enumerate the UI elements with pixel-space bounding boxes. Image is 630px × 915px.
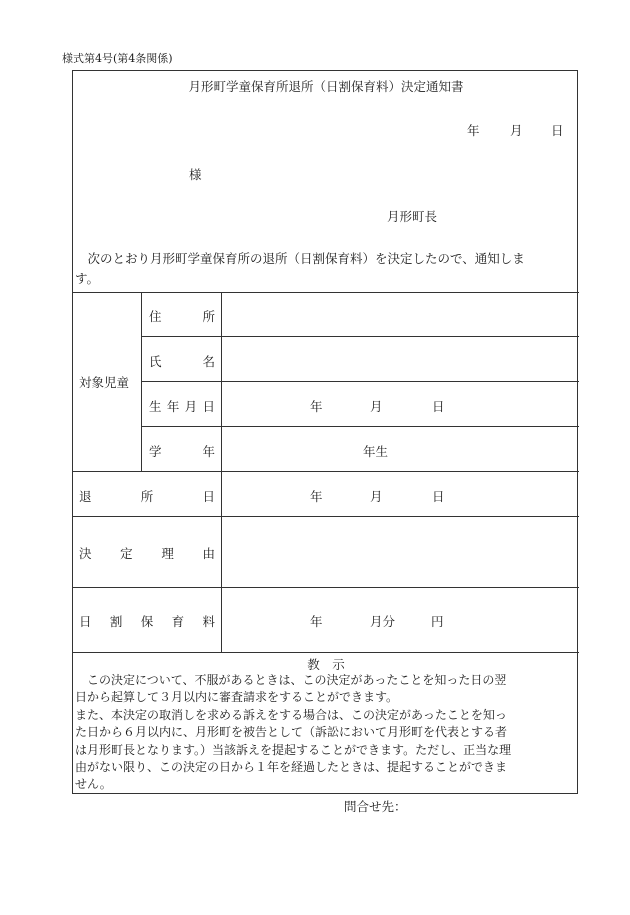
birthdate-year: 年 (310, 399, 323, 414)
address-label: 住 所 (149, 309, 215, 324)
document-title: 月形町学童保育所退所（日割保育料）決定通知書 (188, 79, 464, 94)
row-divider (73, 587, 579, 588)
notice-line: せん。 (75, 777, 112, 791)
withdrawal-month: 月 (370, 489, 383, 504)
table-bottom-border (73, 652, 579, 653)
withdrawal-date-label: 退 所 日 (79, 489, 215, 504)
daily-fee-yen: 円 (431, 614, 444, 629)
birthdate-day: 日 (432, 399, 445, 414)
issue-date-year: 年 (467, 123, 480, 138)
notice-line: た日から６月以内に、月形町を被告として（訴訟において月形町を代表とする者 (75, 725, 508, 739)
grade-value: 年生 (363, 444, 389, 459)
decision-reason-field[interactable] (223, 519, 575, 585)
intro-text-line-2: す。 (75, 271, 100, 286)
table-top-border (73, 292, 579, 293)
form-number-label: 様式第4号(第4条関係) (62, 52, 173, 65)
issue-date-month: 月 (510, 123, 523, 138)
row-divider (141, 381, 579, 382)
row-divider (73, 516, 579, 517)
decision-reason-label: 決 定 理 由 (79, 546, 215, 561)
issue-date-day: 日 (551, 123, 564, 138)
grade-label: 学 年 (149, 444, 215, 459)
notice-heading: 教 示 (307, 657, 345, 672)
intro-text-line-1: 次のとおり月形町学童保育所の退所（日割保育料）を決定したので、通知しま (75, 251, 525, 266)
row-divider (141, 336, 579, 337)
daily-fee-label: 日 割 保 育 料 (79, 614, 215, 629)
issuer-name: 月形町長 (387, 209, 438, 224)
daily-fee-month: 月分 (370, 614, 396, 629)
row-divider (141, 426, 579, 427)
address-field[interactable] (223, 295, 575, 334)
column-divider (141, 292, 142, 471)
target-child-header: 対象児童 (79, 375, 130, 390)
inquiry-label: 問合せ先： (344, 799, 407, 814)
notice-form-frame (72, 70, 578, 794)
birthdate-label: 生 年 月 日 (149, 399, 215, 414)
notice-line: この決定について、不服があるときは、この決定があったことを知った日の翌 (75, 673, 507, 687)
withdrawal-day: 日 (432, 489, 445, 504)
notice-line: 日から起算して３月以内に審査請求をすることができます。 (75, 690, 399, 704)
name-label: 氏 名 (149, 354, 215, 369)
row-divider (73, 471, 579, 472)
notice-line: は月形町長となります。）当該訴えを提起することができます。ただし、正当な理 (75, 743, 512, 757)
addressee-suffix: 様 (189, 167, 202, 182)
notice-line: また、本決定の取消しを求める訴えをする場合は、この決定があったことを知っ (75, 708, 507, 722)
column-divider (221, 292, 222, 652)
daily-fee-year: 年 (310, 614, 323, 629)
name-field[interactable] (223, 339, 575, 379)
notice-line: 由がない限り、この決定の日から１年を経過したときは、提起することができま (75, 760, 508, 774)
withdrawal-year: 年 (310, 489, 323, 504)
birthdate-month: 月 (370, 399, 383, 414)
